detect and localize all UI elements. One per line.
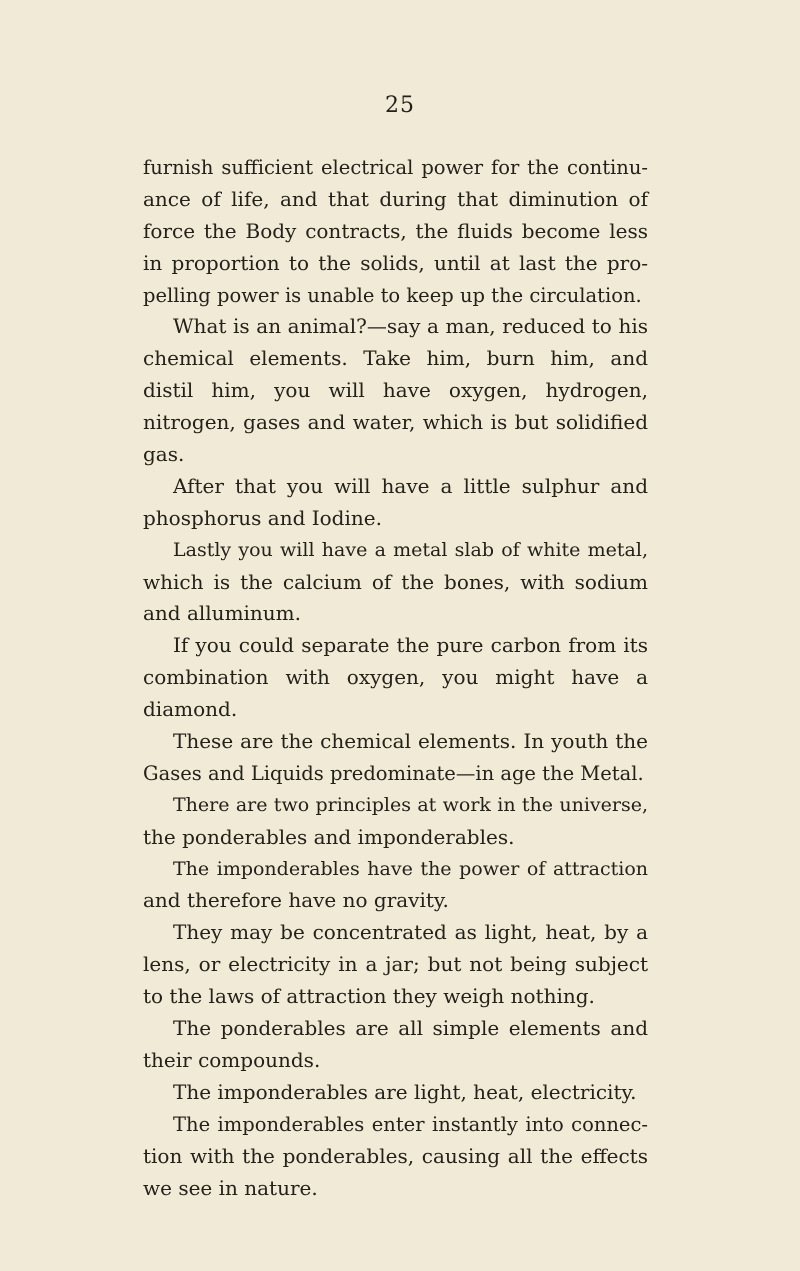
text-line: These are the chemical elements. In youth the: [173, 729, 648, 754]
text-line: pelling power is unable to keep up the circulation.: [143, 283, 642, 307]
text-line: their compounds.: [143, 1047, 321, 1072]
text-line: Gases and Liquids predominate—in age the Metal.: [143, 761, 644, 785]
text-line: to the laws of attraction they weigh nothing.: [143, 984, 595, 1009]
text-line: nitrogen, gases and water, which is but solidified: [143, 410, 648, 435]
text-line: which is the calcium of the bones, with sodium: [143, 569, 648, 594]
text-line: chemical elements. Take him, burn him, and: [143, 346, 648, 371]
text-line: If you could separate the pure carbon from its: [173, 633, 648, 658]
text-line: combination with oxygen, you might have a: [143, 665, 648, 690]
body-text: [143, 152, 648, 1204]
text-line: tion with the ponderables, causing all the effects: [143, 1143, 648, 1168]
text-line: furnish sufficient electrical power for the continu-: [143, 156, 648, 179]
text-line: Lastly you will have a metal slab of white metal,: [173, 538, 648, 561]
text-line: and alluminum.: [143, 601, 302, 626]
text-line: The imponderables enter instantly into connec-: [173, 1112, 648, 1136]
text-line: The imponderables are light, heat, electricity.: [173, 1079, 637, 1104]
text-line: force the Body contracts, the fluids become less: [143, 218, 648, 243]
text-line: lens, or electricity in a jar; but not being subject: [143, 952, 648, 977]
text-line: in proportion to the solids, until at last the pro-: [143, 250, 648, 275]
text-line: gas.: [143, 442, 185, 467]
text-line: After that you will have a little sulphur and: [173, 473, 648, 498]
text-line: diamond.: [143, 697, 238, 722]
text-line: There are two principles at work in the universe,: [173, 793, 648, 816]
page-number: 25: [385, 93, 415, 118]
text-line: we see in nature.: [143, 1175, 318, 1200]
text-line: ance of life, and that during that diminution of: [143, 186, 648, 211]
text-line: The imponderables have the power of attraction: [173, 857, 648, 880]
text-line: They may be concentrated as light, heat, by a: [173, 920, 648, 945]
text-line: phosphorus and Iodine.: [143, 505, 382, 530]
text-line: and therefore have no gravity.: [143, 888, 449, 913]
text-line: What is an animal?—say a man, reduced to his: [173, 314, 648, 339]
text-line: The ponderables are all simple elements and: [173, 1016, 648, 1041]
text-line: the ponderables and imponderables.: [143, 824, 515, 849]
text-line: distil him, you will have oxygen, hydrogen,: [143, 378, 648, 403]
